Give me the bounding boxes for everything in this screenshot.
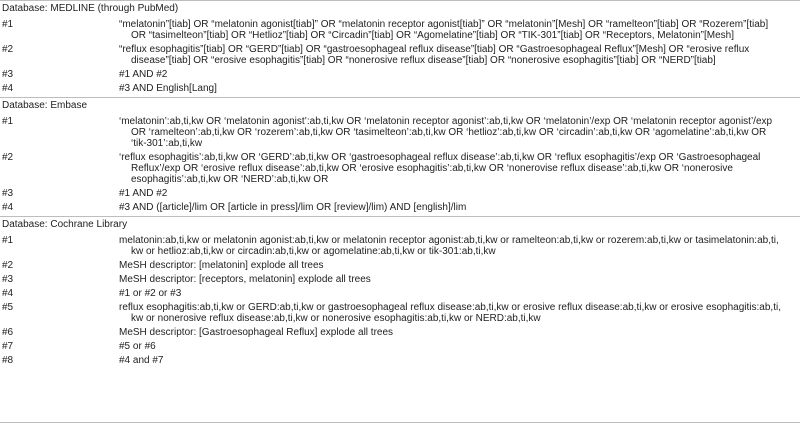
search-number: #3	[2, 188, 14, 199]
search-number: #4	[2, 202, 14, 213]
table-row	[0, 202, 800, 213]
search-query: #5 or #6	[119, 341, 156, 352]
database-label: Database: Embase	[2, 100, 88, 111]
table-row	[0, 288, 800, 299]
search-query: #1 AND #2	[119, 69, 168, 80]
database-label: Database: Cochrane Library	[2, 219, 128, 230]
database-header-medline	[0, 0, 800, 16]
search-query: reflux esophagitis:ab,ti,kw or GERD:ab,ti,kw or gastroesophageal reflux disease:ab,ti,kw or erosive reflux disease:ab,ti,kw or erosive esophagitis:ab,ti, kw or nonerosive reflux disease:ab,ti,kw or nonerosive esophagitis:ab,ti,kw or NERD:ab,ti,kw	[119, 302, 781, 324]
search-number: #2	[2, 152, 14, 163]
database-header-cochrane	[0, 216, 800, 232]
table-row	[0, 83, 800, 94]
search-query: #3 AND ([article]/lim OR [article in press]/lim OR [review]/lim) AND [english]/lim	[119, 202, 467, 213]
search-query: #1 or #2 or #3	[119, 288, 182, 299]
search-number: #3	[2, 274, 14, 285]
table-row	[0, 302, 800, 324]
search-number: #3	[2, 69, 14, 80]
search-number: #1	[2, 19, 14, 30]
search-query: “melatonin”[tiab] OR “melatonin agonist[tiab]” OR “melatonin receptor agonist[tiab]” OR “melatonin”[Mesh] OR “ramelteon”[tiab] OR “Rozerem”[tiab] OR “tasimelteon”[tiab] OR “Hetlioz”[tiab] OR “Circadin”[tiab] OR “Agomelatine”[tiab] OR “TIK-301”[tiab] OR “Receptors, Melatonin”[Mesh]	[119, 19, 769, 41]
search-query: ‘melatonin’:ab,ti,kw OR ‘melatonin agonist’:ab,ti,kw OR ‘melatonin receptor agonist’:ab,ti,kw OR ‘melatonin’/exp OR ‘melatonin receptor agonist’/exp OR ‘ramelteon’:ab,ti,kw OR ‘rozerem’:ab,ti,kw OR ‘tasimelteon’:ab,ti,kw OR ‘hetlioz’:ab,ti,kw OR ‘circadin’:ab,ti,kw OR ‘agomelatine’:ab,ti,kw OR ‘tik-301’:ab,ti,kw	[119, 116, 773, 149]
table-row	[0, 116, 800, 149]
search-query: MeSH descriptor: [melatonin] explode all trees	[119, 260, 324, 271]
table-row	[0, 327, 800, 338]
table-row	[0, 19, 800, 41]
search-number: #1	[2, 235, 14, 246]
search-number: #8	[2, 355, 14, 366]
table-row	[0, 188, 800, 199]
table-row	[0, 260, 800, 271]
table-row	[0, 341, 800, 352]
search-number: #4	[2, 288, 14, 299]
search-query: MeSH descriptor: [receptors, melatonin] explode all trees	[119, 274, 371, 285]
database-header-embase	[0, 97, 800, 113]
table-row	[0, 152, 800, 185]
table-row	[0, 355, 800, 366]
database-label: Database: MEDLINE (through PubMed)	[2, 3, 179, 14]
table-row	[0, 235, 800, 257]
search-query: MeSH descriptor: [Gastroesophageal Reflux] explode all trees	[119, 327, 394, 338]
table-row	[0, 69, 800, 80]
search-number: #2	[2, 260, 14, 271]
search-number: #5	[2, 302, 14, 313]
search-query: “reflux esophagitis”[tiab] OR “GERD”[tiab] OR “gastroesophageal reflux disease”[tiab] OR “Gastroesophageal Reflux”[Mesh] OR “erosive reflux disease”[tiab] OR “erosive esophagitis”[tiab] OR “nonerosive reflux disease”[tiab] OR “nonerosive esophagitis”[tiab] OR “NERD”[tiab]	[119, 44, 750, 66]
search-query: #1 AND #2	[119, 188, 168, 199]
search-query: ‘reflux esophagitis’:ab,ti,kw OR ‘GERD’:ab,ti,kw OR ‘gastroesophageal reflux disease’:ab,ti,kw OR ‘reflux esophagitis’/exp OR ‘Gastroesophageal Reflux’/exp OR ‘erosive reflux disease’:ab,ti,kw OR ‘erosive esophagitis’:ab,ti,kw OR ‘nonerovise reflux disease’:ab,ti,kw OR ‘nonerosive esophagitis’:ab,ti,kw OR ‘NERD’:ab,ti,kw OR	[119, 152, 761, 185]
search-query: #3 AND English[Lang]	[119, 83, 217, 94]
search-query: melatonin:ab,ti,kw or melatonin agonist:ab,ti,kw or melatonin receptor agonist:ab,ti,kw or ramelteon:ab,ti,kw or rozerem:ab,ti,kw or tasimelatonin:ab,ti, kw or hetlioz:ab,ti,kw or circadin:ab,ti,kw or agomelatine:ab,ti,kw or tik-301:ab,ti,kw	[119, 235, 779, 257]
search-query: #4 and #7	[119, 355, 164, 366]
search-number: #2	[2, 44, 14, 55]
search-number: #7	[2, 341, 14, 352]
table-row	[0, 44, 800, 66]
table-row	[0, 274, 800, 285]
search-number: #6	[2, 327, 14, 338]
search-number: #4	[2, 83, 14, 94]
search-number: #1	[2, 116, 14, 127]
